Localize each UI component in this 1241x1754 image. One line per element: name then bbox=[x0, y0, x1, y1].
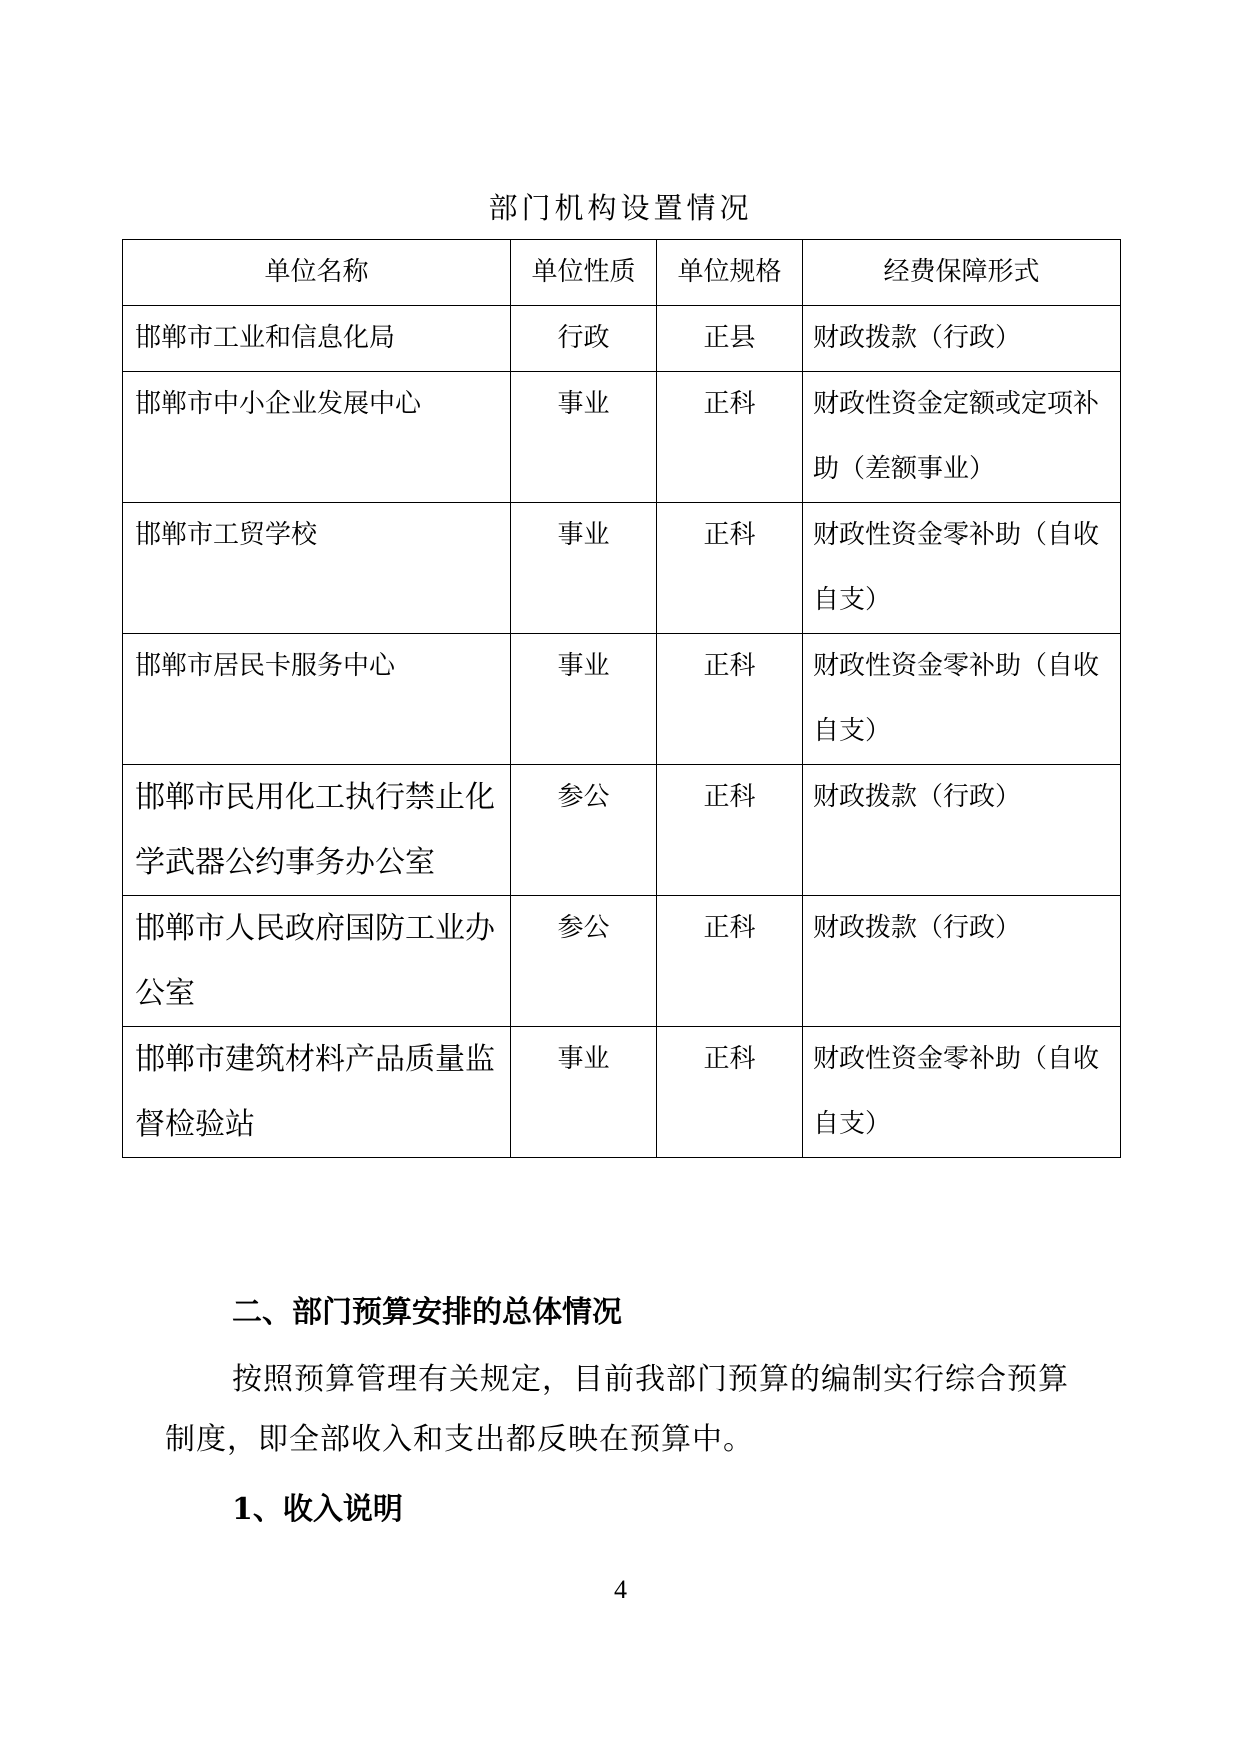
cell-unit-nature: 参公 bbox=[511, 765, 657, 896]
sub-heading: 1、收入说明 bbox=[232, 1492, 403, 1527]
cell-unit-nature: 参公 bbox=[511, 896, 657, 1027]
table-row bbox=[123, 503, 1121, 634]
cell-unit-name: 邯郸市工贸学校 bbox=[123, 503, 511, 634]
cell-unit-level: 正科 bbox=[657, 372, 803, 503]
cell-unit-name: 邯郸市居民卡服务中心 bbox=[123, 634, 511, 765]
cell-unit-level: 正县 bbox=[657, 306, 803, 372]
cell-funding-form: 财政性资金零补助（自收自支） bbox=[803, 1027, 1121, 1158]
cell-unit-name: 邯郸市工业和信息化局 bbox=[123, 306, 511, 372]
table-row bbox=[123, 306, 1121, 372]
cell-funding-form: 财政拨款（行政） bbox=[803, 896, 1121, 1027]
cell-unit-level: 正科 bbox=[657, 634, 803, 765]
cell-unit-nature: 事业 bbox=[511, 372, 657, 503]
cell-unit-name: 邯郸市民用化工执行禁止化学武器公约事务办公室 bbox=[123, 765, 511, 896]
cell-unit-name: 邯郸市中小企业发展中心 bbox=[123, 372, 511, 503]
body-paragraph: 按照预算管理有关规定，目前我部门预算的编制实行综合预算制度，即全部收入和支出都反映在预算中。 bbox=[165, 1362, 1069, 1457]
org-structure-table bbox=[122, 239, 1121, 1158]
cell-unit-nature: 行政 bbox=[511, 306, 657, 372]
cell-unit-level: 正科 bbox=[657, 765, 803, 896]
table-row bbox=[123, 1027, 1121, 1158]
cell-unit-nature: 事业 bbox=[511, 1027, 657, 1158]
table-row bbox=[123, 765, 1121, 896]
header-unit-level: 单位规格 bbox=[657, 240, 803, 306]
cell-unit-level: 正科 bbox=[657, 1027, 803, 1158]
header-unit-nature: 单位性质 bbox=[511, 240, 657, 306]
header-unit-name: 单位名称 bbox=[123, 240, 511, 306]
table-row bbox=[123, 634, 1121, 765]
cell-funding-form: 财政性资金零补助（自收自支） bbox=[803, 503, 1121, 634]
table-title: 部门机构设置情况 bbox=[488, 191, 753, 225]
section-heading: 二、部门预算安排的总体情况 bbox=[232, 1295, 622, 1330]
cell-unit-level: 正科 bbox=[657, 896, 803, 1027]
header-funding-form: 经费保障形式 bbox=[803, 240, 1121, 306]
page-number: 4 bbox=[614, 1575, 627, 1604]
table-header-row bbox=[123, 240, 1121, 306]
table-row bbox=[123, 896, 1121, 1027]
cell-unit-nature: 事业 bbox=[511, 634, 657, 765]
cell-unit-name: 邯郸市建筑材料产品质量监督检验站 bbox=[123, 1027, 511, 1158]
table-row bbox=[123, 372, 1121, 503]
cell-unit-level: 正科 bbox=[657, 503, 803, 634]
cell-funding-form: 财政性资金零补助（自收自支） bbox=[803, 634, 1121, 765]
cell-unit-nature: 事业 bbox=[511, 503, 657, 634]
cell-funding-form: 财政性资金定额或定项补助（差额事业） bbox=[803, 372, 1121, 503]
cell-funding-form: 财政拨款（行政） bbox=[803, 765, 1121, 896]
cell-funding-form: 财政拨款（行政） bbox=[803, 306, 1121, 372]
cell-unit-name: 邯郸市人民政府国防工业办公室 bbox=[123, 896, 511, 1027]
